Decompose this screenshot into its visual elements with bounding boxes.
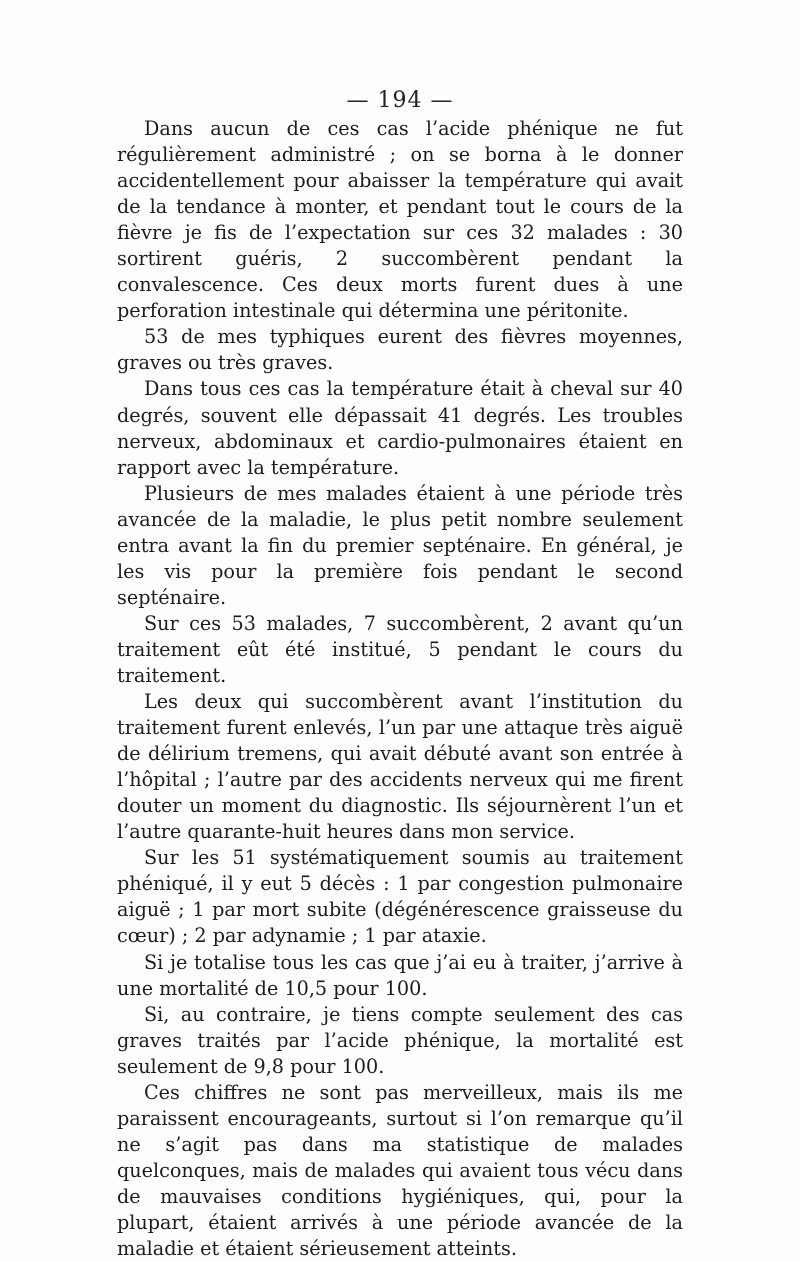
paragraph: Dans tous ces cas la température était à cheval sur 40 degrés, souvent elle dépassait 41 degrés. Les troubles nerveux, abdominaux et cardio-pulmonaires étaient en rapport avec la température. [117, 377, 683, 479]
paragraph: Ces chiffres ne sont pas merveilleux, mais ils me paraissent encourageants, surtout si l’on remarque qu’il ne s’agit pas dans ma statistique de malades quelconques, mais de malades qui avaient tous vécu dans de mauvaises conditions hygiéniques, qui, pour la plupart, étaient arrivés à une période avancée de la maladie et étaient sérieusement atteints. [117, 1080, 683, 1261]
page-number: — 194 — [346, 88, 454, 113]
paragraph: Si, au contraire, je tiens compte seulement des cas graves traités par l’acide phénique, la mortalité est seulement de 9,8 pour 100. [117, 1002, 683, 1078]
paragraph: Plusieurs de mes malades étaient à une période très avancée de la maladie, le plus petit nombre seulement entra avant la fin du premier septénaire. En général, je les vis pour la première fois pendant le second septénaire. [117, 481, 683, 609]
paragraph: Sur ces 53 malades, 7 succombèrent, 2 avant qu’un traitement eût été institué, 5 pendant le cours du traitement. [117, 611, 683, 687]
paragraph: Sur les 51 systématiquement soumis au traitement phéniqué, il y eut 5 décès : 1 par congestion pulmonaire aiguë ; 1 par mort subite (dégénérescence graisseuse du cœur) ; 2 par adynamie ; 1 par ataxie. [117, 846, 683, 948]
paragraph: 53 de mes typhiques eurent des fièvres moyennes, graves ou très graves. [117, 325, 683, 375]
paragraph: Les deux qui succombèrent avant l’institution du traitement furent enlevés, l’un par une attaque très aiguë de délirium tremens, qui avait débuté avant son entrée à l’hôpital ; l’autre par des accidents nerveux qui me firent douter un moment du diagnostic. Ils séjournèrent l’un et l’autre quarante-huit heures dans mon service. [117, 690, 683, 844]
paragraph: Dans aucun de ces cas l’acide phénique ne fut régulièrement administré ; on se borna à le donner accidentellement pour abaisser la température qui avait de la tendance à monter, et pendant tout le cours de la fièvre je fis de l’expectation sur ces 32 malades : 30 sortirent guéris, 2 succombèrent pendant la convalescence. Ces deux morts furent dues à une perforation intestinale qui détermina une péritonite. [117, 117, 683, 323]
paragraph: Si je totalise tous les cas que j’ai eu à traiter, j’arrive à une mortalité de 10,5 pour 100. [117, 950, 683, 1000]
body-text [117, 116, 683, 1262]
